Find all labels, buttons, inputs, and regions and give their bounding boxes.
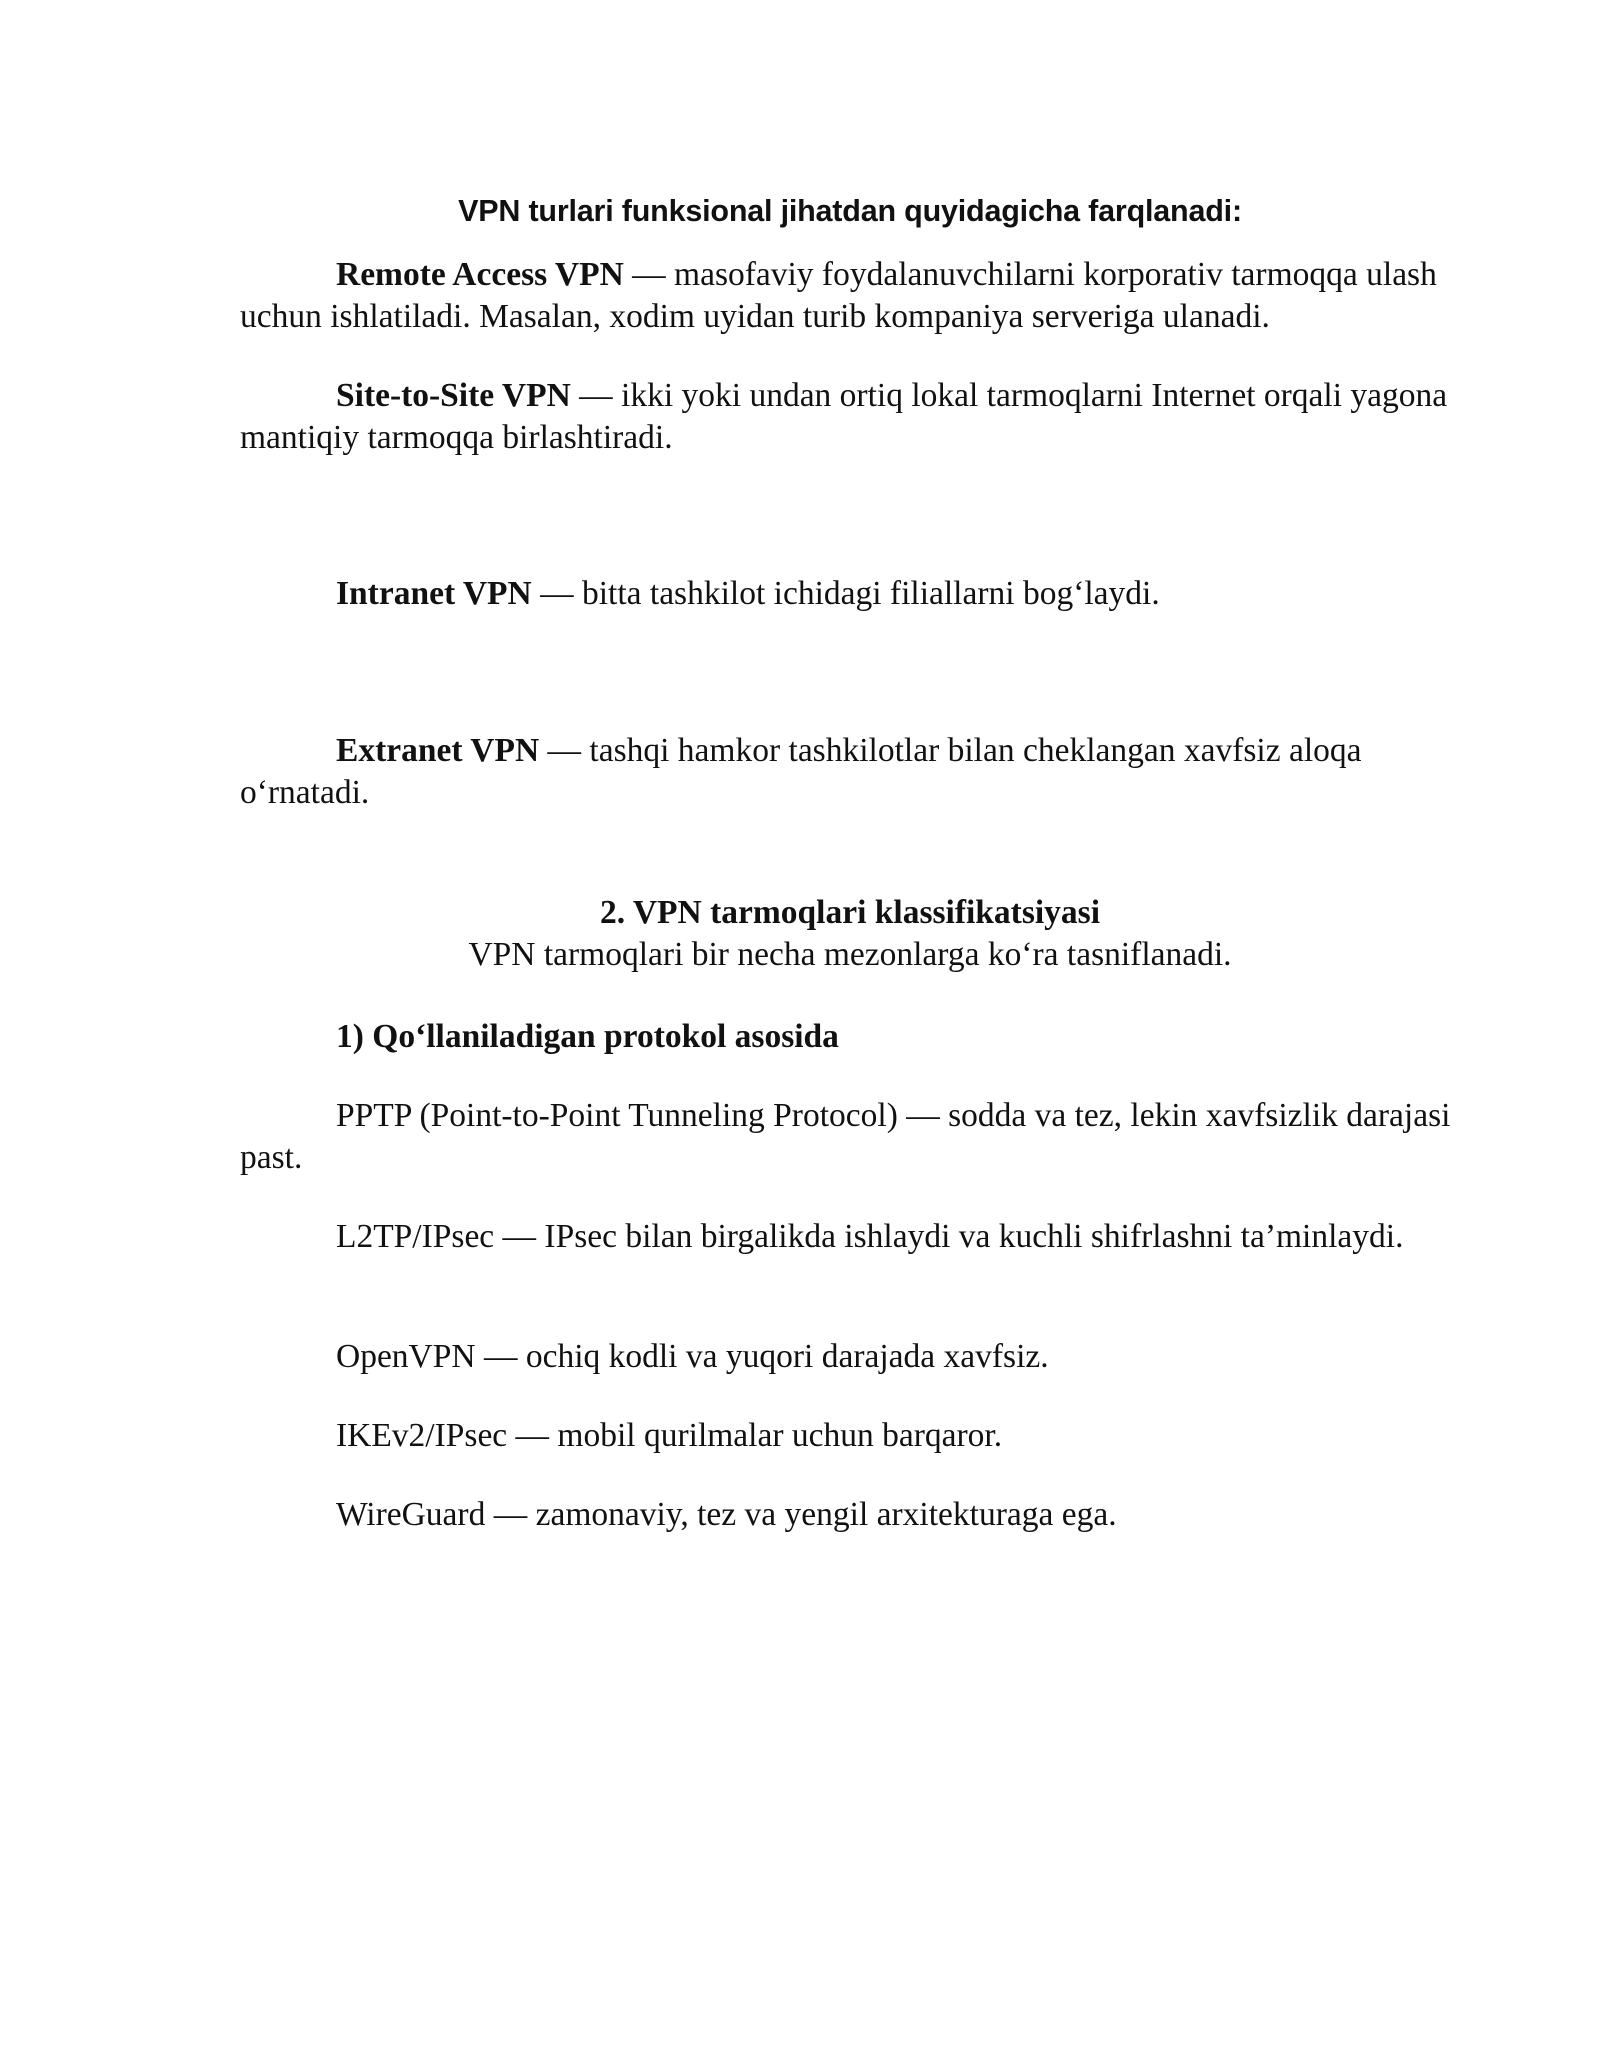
vpn-type-description: — bitta tashkilot ichidagi filiallarni bog‘laydi. — [531, 575, 1160, 612]
protocol-ikev2 — [240, 1415, 1460, 1457]
vpn-type-term: Site-to-Site VPN — [336, 377, 571, 414]
subsection-title: 1) Qo‘llaniladigan protokol asosida — [336, 1018, 839, 1055]
protocol-l2tp — [240, 1216, 1460, 1258]
protocol-text: OpenVPN — ochiq kodli va yuqori darajada xavfsiz. — [336, 1338, 1049, 1375]
protocol-wireguard — [240, 1494, 1460, 1536]
vpn-type-intranet — [240, 573, 1460, 615]
vpn-type-description: — tashqi hamkor tashkilotlar bilan cheklangan xavfsiz aloqa o‘rnatadi. — [240, 732, 1362, 811]
vpn-type-term: Extranet VPN — [336, 732, 540, 769]
intro-heading: VPN turlari funksional jihatdan quyidagicha farqlanadi: — [458, 194, 1242, 228]
section-title: 2. VPN tarmoqlari klassifikatsiyasi — [599, 894, 1101, 931]
section-heading — [240, 892, 1460, 976]
protocol-text: PPTP (Point-to-Point Tunneling Protocol) — sodda va tez, lekin xavfsizlik darajasi past. — [240, 1097, 1451, 1176]
protocol-openvpn — [240, 1336, 1460, 1378]
vpn-type-description: — masofaviy foydalanuvchilarni korporativ tarmoqqa ulash uchun ishlatiladi. Masalan, xodim uyidan turib kompaniya serveriga ulanadi. — [240, 256, 1437, 335]
protocol-pptp — [240, 1095, 1460, 1179]
vpn-type-site-to-site — [240, 375, 1460, 459]
vpn-type-extranet — [240, 730, 1460, 814]
vpn-type-term: Intranet VPN — [336, 575, 532, 612]
protocol-text: IKEv2/IPsec — mobil qurilmalar uchun barqaror. — [336, 1417, 1003, 1454]
vpn-type-term: Remote Access VPN — [336, 256, 624, 293]
vpn-type-remote-access — [240, 254, 1460, 338]
section-intro: VPN tarmoqlari bir necha mezonlarga ko‘ra tasniflanadi. — [468, 936, 1232, 973]
subsection-heading — [240, 1016, 1460, 1058]
protocol-text: WireGuard — zamonaviy, tez va yengil arxitekturaga ega. — [336, 1496, 1117, 1533]
protocol-text: L2TP/IPsec — IPsec bilan birgalikda ishlaydi va kuchli shifrlashni ta’minlaydi. — [336, 1218, 1404, 1255]
vpn-type-description: — ikki yoki undan ortiq lokal tarmoqlarni Internet orqali yagona mantiqiy tarmoqqa birlashtiradi. — [240, 377, 1448, 456]
